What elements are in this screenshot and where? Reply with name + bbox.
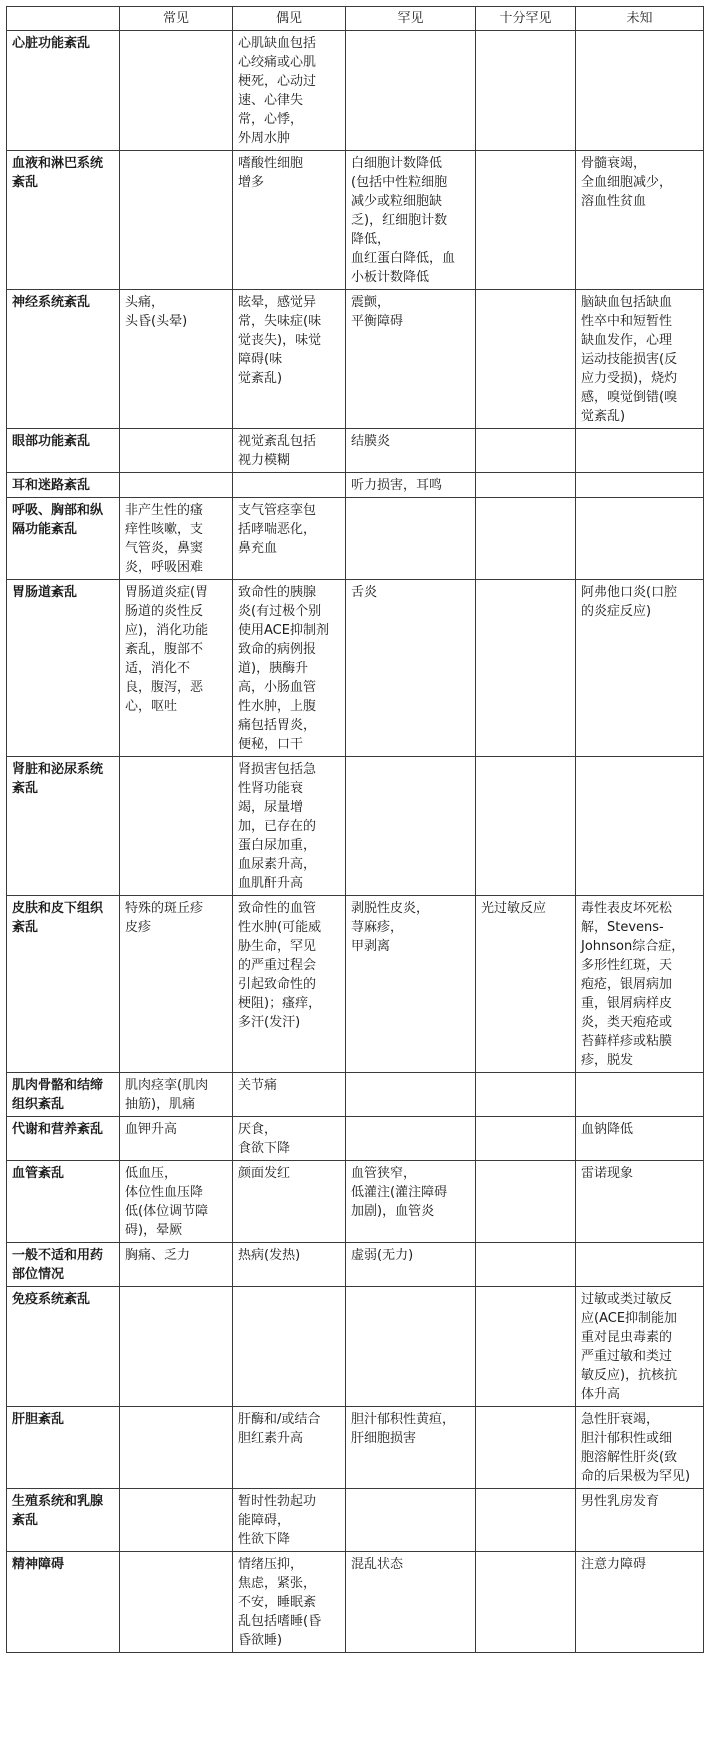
cell-text-line: 肌肉痉挛(肌肉: [125, 1078, 209, 1093]
header-rare: 罕见: [346, 7, 476, 31]
organ-class-cell: 心脏功能紊乱: [7, 31, 120, 151]
unknown-cell: [576, 1073, 704, 1117]
unknown-cell: [576, 1489, 704, 1552]
unknown-cell: [576, 151, 704, 290]
unknown-cell: [576, 1552, 704, 1653]
uncommon-cell: [233, 290, 346, 429]
uncommon-cell: [233, 1073, 346, 1117]
organ-class-cell: 肝胆紊乱: [7, 1407, 120, 1489]
header-very-rare: 十分罕见: [476, 7, 576, 31]
table-row: [7, 1073, 704, 1117]
organ-class-cell: 眼部功能紊乱: [7, 429, 120, 473]
cell-text-line: 觉紊乱): [581, 409, 626, 424]
common-cell: [120, 1287, 233, 1407]
cell-text-line: Johnson综合症，: [581, 939, 685, 954]
unknown-cell: [576, 580, 704, 757]
cell-text-line: 剥脱性皮炎，: [351, 901, 430, 916]
cell-text-line: 皮疹: [125, 920, 152, 935]
cell-text-line: 重，银屑病样皮: [581, 996, 673, 1011]
rare-cell: [346, 1287, 476, 1407]
cell-text-line: 震颤，: [351, 295, 391, 310]
table-row: [7, 1287, 704, 1407]
cell-text-line: 低(体位调节障: [125, 1204, 209, 1219]
cell-text-line: 颜面发红: [238, 1166, 291, 1181]
cell-text-line: 解，Stevens-: [581, 920, 664, 935]
organ-class-cell: 肌肉骨骼和结缔组织紊乱: [7, 1073, 120, 1117]
cell-text-line: 毒性表皮坏死松: [581, 901, 673, 916]
cell-text-line: 荨麻疹，: [351, 920, 404, 935]
rare-cell: [346, 1552, 476, 1653]
very-rare-cell: [476, 290, 576, 429]
common-cell: [120, 1489, 233, 1552]
very-rare-cell: [476, 151, 576, 290]
cell-text-line: 炎，类天疱疮或: [581, 1015, 673, 1030]
cell-text-line: 鼻充血: [238, 541, 278, 556]
common-cell: [120, 151, 233, 290]
organ-class-cell: 血液和淋巴系统紊乱: [7, 151, 120, 290]
very-rare-cell: [476, 31, 576, 151]
uncommon-cell: [233, 31, 346, 151]
cell-text-line: 血钾升高: [125, 1122, 178, 1137]
common-cell: [120, 1407, 233, 1489]
cell-text-line: 胁生命，罕见: [238, 939, 317, 954]
cell-text-line: 食欲下降: [238, 1141, 291, 1156]
table-row: [7, 429, 704, 473]
cell-text-line: 苔藓样疹或粘膜: [581, 1034, 673, 1049]
cell-text-line: 增多: [238, 175, 265, 190]
unknown-cell: [576, 1243, 704, 1287]
cell-text-line: 乏)，红细胞计数: [351, 213, 448, 228]
cell-text-line: 血肌酐升高: [238, 876, 304, 891]
uncommon-cell: [233, 151, 346, 290]
cell-text-line: 关节痛: [238, 1078, 278, 1093]
rare-cell: [346, 498, 476, 580]
table-row: [7, 1117, 704, 1161]
cell-text-line: 情绪压抑，: [238, 1557, 304, 1572]
cell-text-line: 胞溶解性肝炎(致: [581, 1450, 678, 1465]
very-rare-cell: [476, 429, 576, 473]
organ-class-cell: 免疫系统紊乱: [7, 1287, 120, 1407]
cell-text-line: 感，嗅觉倒错(嗅: [581, 390, 678, 405]
cell-text-line: 阿弗他口炎(口腔: [581, 585, 678, 600]
organ-class-cell: 血管紊乱: [7, 1161, 120, 1243]
common-cell: [120, 896, 233, 1073]
unknown-cell: [576, 896, 704, 1073]
table-row: [7, 580, 704, 757]
cell-text-line: 肝细胞损害: [351, 1431, 417, 1446]
cell-text-line: 注意力障碍: [581, 1557, 647, 1572]
cell-text-line: 甲剥离: [351, 939, 391, 954]
organ-class-cell: 生殖系统和乳腺紊乱: [7, 1489, 120, 1552]
cell-text-line: 抽筋)，肌痛: [125, 1097, 196, 1112]
cell-text-line: 适，消化不: [125, 661, 191, 676]
cell-text-line: 性肾功能衰: [238, 781, 304, 796]
cell-text-line: 混乱状态: [351, 1557, 404, 1572]
cell-text-line: (包括中性粒细胞: [351, 175, 448, 190]
cell-text-line: 多形性红斑，天: [581, 958, 673, 973]
cell-text-line: 眩晕，感觉异: [238, 295, 317, 310]
organ-class-cell: 代谢和营养紊乱: [7, 1117, 120, 1161]
common-cell: [120, 429, 233, 473]
cell-text-line: 便秘，口干: [238, 737, 304, 752]
cell-text-line: 使用ACE抑制剂: [238, 623, 329, 638]
unknown-cell: [576, 1117, 704, 1161]
rare-cell: [346, 1161, 476, 1243]
cell-text-line: 紊乱，腹部不: [125, 642, 204, 657]
cell-text-line: 降低，: [351, 232, 391, 247]
table-row: [7, 1407, 704, 1489]
very-rare-cell: [476, 1243, 576, 1287]
uncommon-cell: [233, 1161, 346, 1243]
uncommon-cell: [233, 1407, 346, 1489]
cell-text-line: 虚弱(无力): [351, 1248, 414, 1263]
cell-text-line: 血管狭窄，: [351, 1166, 417, 1181]
cell-text-line: 外周水肿: [238, 131, 291, 146]
cell-text-line: 光过敏反应: [481, 901, 547, 916]
table-row: [7, 31, 704, 151]
cell-text-line: 炎，呼吸困难: [125, 560, 204, 575]
cell-text-line: 视力模糊: [238, 453, 291, 468]
cell-text-line: 骨髓衰竭，: [581, 156, 647, 171]
very-rare-cell: [476, 757, 576, 896]
cell-text-line: 高，小肠血管: [238, 680, 317, 695]
cell-text-line: 脑缺血包括缺血: [581, 295, 673, 310]
common-cell: [120, 31, 233, 151]
cell-text-line: 性卒中和短暂性: [581, 314, 673, 329]
unknown-cell: [576, 473, 704, 498]
cell-text-line: 胆红素升高: [238, 1431, 304, 1446]
very-rare-cell: [476, 1552, 576, 1653]
rare-cell: [346, 429, 476, 473]
cell-text-line: 视觉紊乱包括: [238, 434, 317, 449]
cell-text-line: 胃肠道炎症(胃: [125, 585, 209, 600]
table-row: [7, 757, 704, 896]
cell-text-line: 胆汁郁积性或细: [581, 1431, 673, 1446]
cell-text-line: 重对昆虫毒素的: [581, 1330, 673, 1345]
uncommon-cell: [233, 498, 346, 580]
cell-text-line: 不安，睡眠紊: [238, 1595, 317, 1610]
uncommon-cell: [233, 1287, 346, 1407]
very-rare-cell: [476, 1489, 576, 1552]
cell-text-line: 小板计数降低: [351, 270, 430, 285]
cell-text-line: 敏反应)，抗核抗: [581, 1368, 678, 1383]
unknown-cell: [576, 1407, 704, 1489]
cell-text-line: 缺血发作，心理: [581, 333, 673, 348]
cell-text-line: 性欲下降: [238, 1532, 291, 1547]
rare-cell: [346, 1073, 476, 1117]
cell-text-line: 胸痛、乏力: [125, 1248, 191, 1263]
cell-text-line: 疹，脱发: [581, 1053, 634, 1068]
table-row: [7, 1161, 704, 1243]
very-rare-cell: [476, 1073, 576, 1117]
table-row: [7, 1243, 704, 1287]
rare-cell: [346, 896, 476, 1073]
cell-text-line: 致命性的胰腺: [238, 585, 317, 600]
unknown-cell: [576, 757, 704, 896]
uncommon-cell: [233, 473, 346, 498]
cell-text-line: 热病(发热): [238, 1248, 301, 1263]
table-row: [7, 498, 704, 580]
uncommon-cell: [233, 429, 346, 473]
common-cell: [120, 1117, 233, 1161]
rare-cell: [346, 290, 476, 429]
common-cell: [120, 1552, 233, 1653]
unknown-cell: [576, 31, 704, 151]
cell-text-line: 血尿素升高，: [238, 857, 317, 872]
organ-class-cell: 肾脏和泌尿系统紊乱: [7, 757, 120, 896]
uncommon-cell: [233, 1489, 346, 1552]
cell-text-line: 痒性咳嗽，支: [125, 522, 204, 537]
cell-text-line: 头痛，: [125, 295, 165, 310]
cell-text-line: 暂时性勃起功: [238, 1494, 317, 1509]
cell-text-line: 全血细胞减少，: [581, 175, 673, 190]
cell-text-line: 性水肿(可能威: [238, 920, 322, 935]
common-cell: [120, 1243, 233, 1287]
very-rare-cell: [476, 498, 576, 580]
rare-cell: [346, 31, 476, 151]
organ-class-cell: 胃肠道紊乱: [7, 580, 120, 757]
cell-text-line: 能障碍，: [238, 1513, 291, 1528]
organ-class-cell: 一般不适和用药部位情况: [7, 1243, 120, 1287]
cell-text-line: 肠道的炎性反: [125, 604, 204, 619]
cell-text-line: 的严重过程会: [238, 958, 317, 973]
cell-text-line: 多汗(发汗): [238, 1015, 301, 1030]
header-unknown: 未知: [576, 7, 704, 31]
cell-text-line: 疱疮，银屑病加: [581, 977, 673, 992]
cell-text-line: 应力受损)，烧灼: [581, 371, 678, 386]
cell-text-line: 支气管痉挛包: [238, 503, 317, 518]
organ-class-cell: 皮肤和皮下组织紊乱: [7, 896, 120, 1073]
table-row: [7, 1552, 704, 1653]
organ-class-cell: 精神障碍: [7, 1552, 120, 1653]
unknown-cell: [576, 290, 704, 429]
cell-text-line: 肾损害包括急: [238, 762, 317, 777]
uncommon-cell: [233, 757, 346, 896]
cell-text-line: 胆汁郁积性黄疸，: [351, 1412, 456, 1427]
table-row: [7, 290, 704, 429]
cell-text-line: 心肌缺血包括: [238, 36, 317, 51]
cell-text-line: 严重过敏和类过: [581, 1349, 673, 1364]
common-cell: [120, 580, 233, 757]
cell-text-line: 障碍(味: [238, 352, 283, 367]
very-rare-cell: [476, 1407, 576, 1489]
cell-text-line: 头昏(头晕): [125, 314, 188, 329]
common-cell: [120, 757, 233, 896]
cell-text-line: 男性乳房发育: [581, 1494, 660, 1509]
table-row: [7, 151, 704, 290]
rare-cell: [346, 1117, 476, 1161]
cell-text-line: 气管炎，鼻窦: [125, 541, 204, 556]
cell-text-line: 乱包括嗜睡(昏: [238, 1614, 322, 1629]
table-body: [7, 31, 704, 1653]
table-row: [7, 896, 704, 1073]
cell-text-line: 引起致命性的: [238, 977, 317, 992]
cell-text-line: 常，心悸，: [238, 112, 304, 127]
cell-text-line: 特殊的斑丘疹: [125, 901, 204, 916]
header-uncommon: 偶见: [233, 7, 346, 31]
very-rare-cell: [476, 896, 576, 1073]
cell-text-line: 低血压，: [125, 1166, 178, 1181]
cell-text-line: 过敏或类过敏反: [581, 1292, 673, 1307]
cell-text-line: 速、心律失: [238, 93, 304, 108]
cell-text-line: 应)，消化功能: [125, 623, 209, 638]
cell-text-line: 性水肿，上腹: [238, 699, 317, 714]
very-rare-cell: [476, 473, 576, 498]
adverse-reactions-table: [6, 6, 704, 1653]
cell-text-line: 痛包括胃炎，: [238, 718, 317, 733]
very-rare-cell: [476, 1287, 576, 1407]
rare-cell: [346, 1243, 476, 1287]
cell-text-line: 肝酶和/或结合: [238, 1412, 321, 1427]
table-header-row: [7, 7, 704, 31]
document-page: [6, 6, 703, 1653]
cell-text-line: 碍)，晕厥: [125, 1223, 183, 1238]
cell-text-line: 减少或粒细胞缺: [351, 194, 443, 209]
cell-text-line: 加剧)，血管炎: [351, 1204, 435, 1219]
cell-text-line: 平衡障碍: [351, 314, 404, 329]
cell-text-line: 血钠降低: [581, 1122, 634, 1137]
unknown-cell: [576, 429, 704, 473]
cell-text-line: 白细胞计数降低: [351, 156, 443, 171]
cell-text-line: 听力损害，耳鸣: [351, 478, 443, 493]
header-common: 常见: [120, 7, 233, 31]
cell-text-line: 溶血性贫血: [581, 194, 647, 209]
cell-text-line: 的炎症反应): [581, 604, 652, 619]
cell-text-line: 梗阻)；瘙痒，: [238, 996, 322, 1011]
cell-text-line: 应(ACE抑制能加: [581, 1311, 678, 1326]
cell-text-line: 括哮喘恶化，: [238, 522, 317, 537]
unknown-cell: [576, 498, 704, 580]
uncommon-cell: [233, 1117, 346, 1161]
cell-text-line: 结膜炎: [351, 434, 391, 449]
table-row: [7, 1489, 704, 1552]
common-cell: [120, 290, 233, 429]
cell-text-line: 梗死，心动过: [238, 74, 317, 89]
uncommon-cell: [233, 1243, 346, 1287]
cell-text-line: 觉紊乱): [238, 371, 283, 386]
organ-class-cell: 耳和迷路紊乱: [7, 473, 120, 498]
cell-text-line: 体升高: [581, 1387, 621, 1402]
cell-text-line: 觉丧失)，味觉: [238, 333, 322, 348]
cell-text-line: 嗜酸性细胞: [238, 156, 304, 171]
cell-text-line: 致命性的血管: [238, 901, 317, 916]
unknown-cell: [576, 1287, 704, 1407]
cell-text-line: 低灌注(灌注障碍: [351, 1185, 448, 1200]
cell-text-line: 非产生性的瘙: [125, 503, 204, 518]
rare-cell: [346, 1407, 476, 1489]
cell-text-line: 雷诺现象: [581, 1166, 634, 1181]
cell-text-line: 道)，胰酶升: [238, 661, 309, 676]
common-cell: [120, 1073, 233, 1117]
cell-text-line: 炎(有过极个别: [238, 604, 322, 619]
uncommon-cell: [233, 896, 346, 1073]
rare-cell: [346, 1489, 476, 1552]
cell-text-line: 致命的病例报: [238, 642, 317, 657]
cell-text-line: 运动技能损害(反: [581, 352, 678, 367]
very-rare-cell: [476, 1161, 576, 1243]
rare-cell: [346, 151, 476, 290]
cell-text-line: 心，呕吐: [125, 699, 178, 714]
uncommon-cell: [233, 1552, 346, 1653]
cell-text-line: 血红蛋白降低，血: [351, 251, 456, 266]
cell-text-line: 命的后果极为罕见): [581, 1469, 691, 1484]
cell-text-line: 加，已存在的: [238, 819, 317, 834]
cell-text-line: 厌食，: [238, 1122, 278, 1137]
cell-text-line: 焦虑，紧张，: [238, 1576, 317, 1591]
rare-cell: [346, 473, 476, 498]
cell-text-line: 常，失味症(味: [238, 314, 322, 329]
cell-text-line: 心绞痛或心肌: [238, 55, 317, 70]
common-cell: [120, 473, 233, 498]
common-cell: [120, 1161, 233, 1243]
organ-class-cell: 神经系统紊乱: [7, 290, 120, 429]
organ-class-cell: 呼吸、胸部和纵隔功能紊乱: [7, 498, 120, 580]
common-cell: [120, 498, 233, 580]
cell-text-line: 舌炎: [351, 585, 378, 600]
cell-text-line: 竭，尿量增: [238, 800, 304, 815]
very-rare-cell: [476, 580, 576, 757]
table-row: [7, 473, 704, 498]
cell-text-line: 急性肝衰竭，: [581, 1412, 660, 1427]
cell-text-line: 昏欲睡): [238, 1633, 283, 1648]
very-rare-cell: [476, 1117, 576, 1161]
unknown-cell: [576, 1161, 704, 1243]
cell-text-line: 蛋白尿加重，: [238, 838, 317, 853]
cell-text-line: 良，腹泻，恶: [125, 680, 204, 695]
uncommon-cell: [233, 580, 346, 757]
rare-cell: [346, 580, 476, 757]
cell-text-line: 体位性血压降: [125, 1185, 204, 1200]
rare-cell: [346, 757, 476, 896]
header-organ-class: [7, 7, 120, 31]
